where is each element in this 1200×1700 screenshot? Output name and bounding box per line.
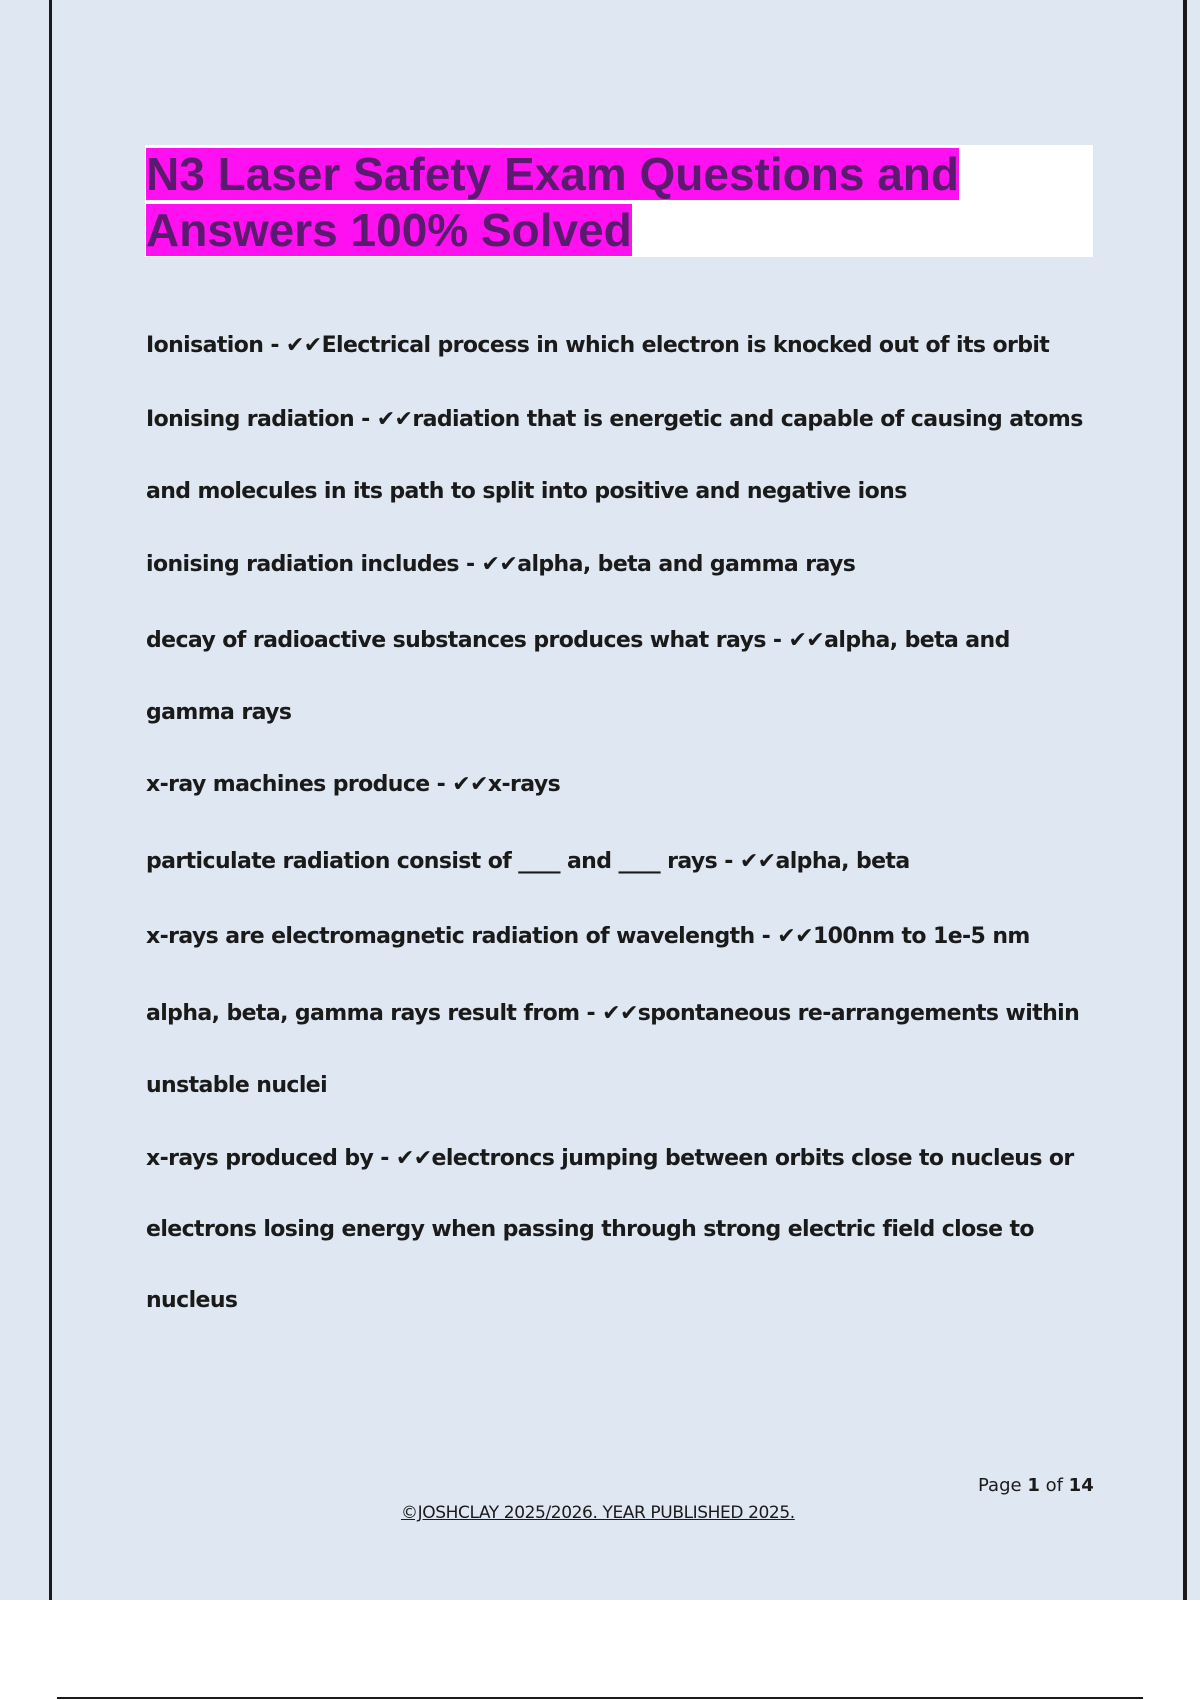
qa-line: nucleus — [146, 1288, 238, 1313]
qa-line: x-rays are electromagnetic radiation of wavelength - ✔✔100nm to 1e-5 nm — [146, 924, 1030, 949]
qa-line: electrons losing energy when passing through strong electric field close to — [146, 1217, 1034, 1242]
qa-line: particulate radiation consist of ____ and ____ rays - ✔✔alpha, beta — [146, 849, 910, 874]
page-label: Page — [978, 1475, 1022, 1496]
qa-line: Ionisation - ✔✔Electrical process in which electron is knocked out of its orbit — [146, 333, 1050, 358]
qa-line: ionising radiation includes - ✔✔alpha, beta and gamma rays — [146, 552, 856, 577]
qa-line: decay of radioactive substances produces what rays - ✔✔alpha, beta and — [146, 628, 1010, 653]
qa-line: x-ray machines produce - ✔✔x-rays — [146, 772, 561, 797]
page-total: 14 — [1068, 1475, 1094, 1496]
title-line-1: N3 Laser Safety Exam Questions and — [146, 148, 959, 200]
page-of: of — [1045, 1475, 1063, 1496]
page-number — [978, 1475, 1094, 1496]
qa-line: Ionising radiation - ✔✔radiation that is energetic and capable of causing atoms — [146, 407, 1083, 432]
document-title — [146, 146, 1096, 258]
qa-line: x-rays produced by - ✔✔electroncs jumping between orbits close to nucleus or — [146, 1146, 1074, 1171]
qa-line: unstable nuclei — [146, 1073, 328, 1098]
page-current: 1 — [1027, 1475, 1040, 1496]
page-border-right — [1183, 0, 1187, 1600]
qa-line: and molecules in its path to split into positive and negative ions — [146, 479, 907, 504]
bottom-divider — [57, 1697, 1143, 1699]
page-border-left — [49, 0, 52, 1600]
qa-line: alpha, beta, gamma rays result from - ✔✔spontaneous re-arrangements within — [146, 1001, 1080, 1026]
qa-line: gamma rays — [146, 700, 292, 725]
title-line-2: Answers 100% Solved — [146, 204, 632, 256]
copyright-footer: ©JOSHCLAY 2025/2026. YEAR PUBLISHED 2025. — [401, 1503, 795, 1523]
